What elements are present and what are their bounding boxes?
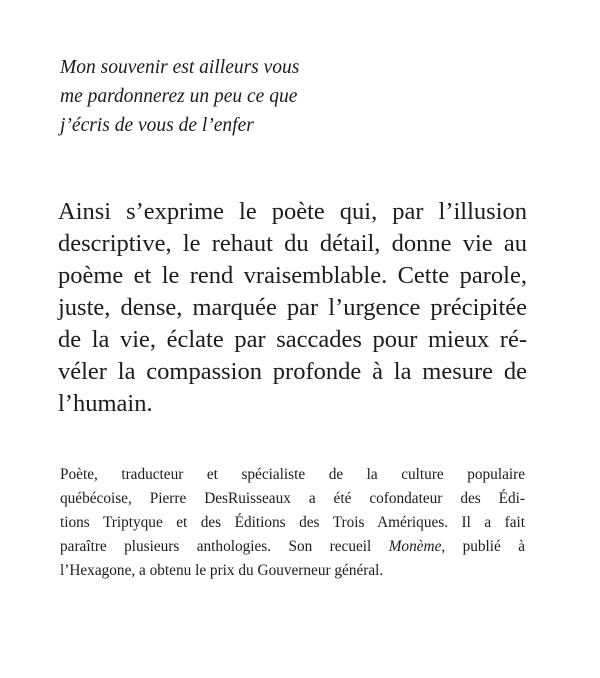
author-bio-line	[60, 535, 525, 559]
main-paragraph-line: véler la compassion profonde à la mesure de	[58, 358, 527, 385]
main-paragraph-line: l’humain.	[58, 390, 153, 417]
author-bio	[60, 463, 525, 583]
author-bio-line: Poète, traducteur et spécialiste de la culture populaire	[60, 466, 525, 483]
author-bio-line: québécoise, Pierre DesRuisseaux a été cofondateur des Édi-	[60, 490, 525, 507]
main-paragraph-line: de la vie, éclate par saccades pour mieux ré-	[58, 326, 527, 353]
epigraph-line: Mon souvenir est ailleurs vous	[60, 57, 300, 78]
book-title: Monème	[388, 538, 442, 555]
author-bio-line: tions Triptyque et des Éditions des Trois Amériques. Il a fait	[60, 514, 525, 531]
epigraph	[60, 53, 480, 140]
epigraph-line: j’écris de vous de l’enfer	[60, 115, 254, 136]
main-paragraph-line: Ainsi s’exprime le poète qui, par l’illusion	[58, 198, 527, 225]
author-bio-text: , publié à	[441, 538, 525, 555]
author-bio-text: paraître plusieurs anthologies. Son recueil	[60, 538, 389, 555]
main-paragraph-line: descriptive, le rehaut du détail, donne vie au	[58, 230, 527, 257]
main-paragraph	[58, 196, 527, 420]
main-paragraph-line: poème et le rend vraisemblable. Cette parole,	[58, 262, 527, 289]
epigraph-line: me pardonnerez un peu ce que	[60, 86, 298, 107]
main-paragraph-line: juste, dense, marquée par l’urgence précipitée	[58, 294, 527, 321]
author-bio-line: l’Hexagone, a obtenu le prix du Gouverneur général.	[60, 562, 384, 579]
